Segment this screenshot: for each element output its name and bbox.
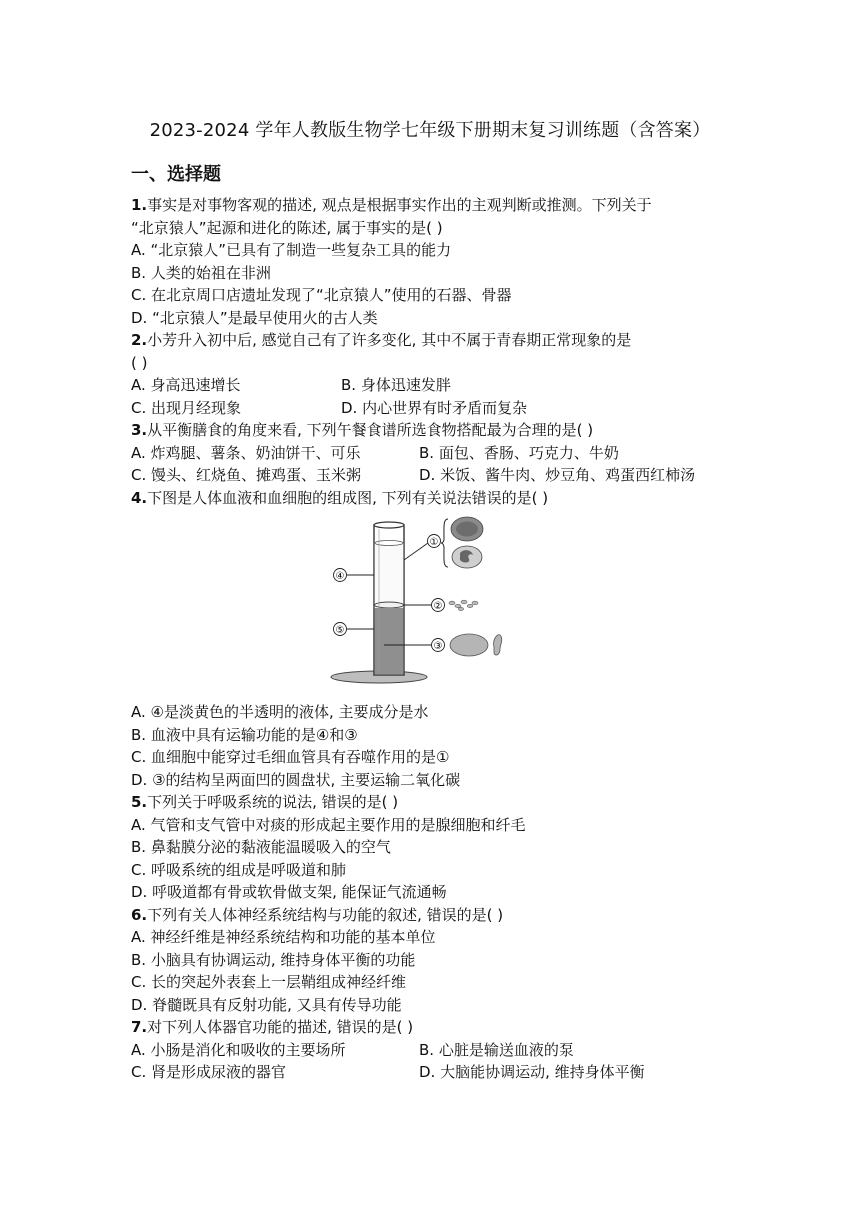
option-a: A. 小肠是消化和吸收的主要场所 <box>131 1040 346 1059</box>
question-stem-line: 从平衡膳食的角度来看, 下列午餐食谱所选食物搭配最为合理的是( ) <box>147 421 594 439</box>
option-d: D. 米饭、酱牛肉、炒豆角、鸡蛋西红柿汤 <box>419 466 696 484</box>
option-a: A. 神经纤维是神经系统结构和功能的基本单位 <box>131 928 436 946</box>
question-stem-line: 对下列人体器官功能的描述, 错误的是( ) <box>147 1018 414 1036</box>
option-c: C. 血细胞中能穿过毛细血管具有吞噬作用的是① <box>131 748 450 766</box>
option-d: D. 内心世界有时矛盾而复杂 <box>341 398 528 417</box>
option-c: C. 馒头、红烧鱼、摊鸡蛋、玉米粥 <box>131 466 362 484</box>
option-b: B. 小脑具有协调运动, 维持身体平衡的功能 <box>131 950 416 969</box>
option-c: C. 长的突起外表套上一层鞘组成神经纤维 <box>131 973 407 991</box>
option-d: D. 大脑能协调运动, 维持身体平衡 <box>419 1063 645 1081</box>
question-1 <box>131 194 736 329</box>
label-3: ③ <box>433 641 443 652</box>
question-number: 2. <box>131 331 148 349</box>
question-number: 4. <box>131 488 148 507</box>
option-a: A. 气管和支气管中对痰的形成起主要作用的是腺细胞和纤毛 <box>131 815 526 834</box>
question-4 <box>131 487 736 792</box>
question-number: 3. <box>131 421 148 439</box>
label-4: ④ <box>335 571 345 582</box>
label-2: ② <box>433 601 443 612</box>
question-stem-line: ( ) <box>131 353 148 372</box>
option-a: A. 身高迅速增长 <box>131 376 241 394</box>
option-d: D. “北京猿人”是最早使用火的古人类 <box>131 308 378 327</box>
question-7 <box>131 1016 736 1084</box>
option-b: B. 面包、香肠、巧克力、牛奶 <box>419 443 619 462</box>
red-blood-cell-side <box>494 635 502 655</box>
option-c: C. 出现月经现象 <box>131 398 242 417</box>
blood-tube-diagram <box>324 515 514 693</box>
option-b: B. 身体迅速发胖 <box>341 376 451 394</box>
option-d: D. 呼吸道都有骨或软骨做支架, 能保证气流通畅 <box>131 883 447 901</box>
question-stem-line: 下图是人体血液和血细胞的组成图, 下列有关说法错误的是( ) <box>147 488 549 507</box>
option-d: D. 脊髓既具有反射功能, 又具有传导功能 <box>131 995 402 1014</box>
label-1: ① <box>429 537 439 548</box>
option-b: B. 人类的始祖在非洲 <box>131 263 271 282</box>
question-stem-line: 小芳升入初中后, 感觉自己有了许多变化, 其中不属于青春期正常现象的是 <box>147 331 632 349</box>
option-a: A. “北京猿人”已具有了制造一些复杂工具的能力 <box>131 241 452 259</box>
option-b: B. 心脏是输送血液的泵 <box>419 1040 574 1059</box>
platelets <box>449 600 478 610</box>
option-c: C. 肾是形成尿液的器官 <box>131 1063 287 1081</box>
question-list <box>131 194 736 1084</box>
label-5: ⑤ <box>335 625 345 636</box>
option-c: C. 在北京周口店遗址发现了“北京猿人”使用的石器、骨器 <box>131 286 512 304</box>
option-b: B. 鼻黏膜分泌的黏液能温暖吸入的空气 <box>131 838 391 856</box>
option-b: B. 血液中具有运输功能的是④和③ <box>131 725 358 744</box>
option-d: D. ③的结构呈两面凹的圆盘状, 主要运输二氧化碳 <box>131 770 461 789</box>
question-5 <box>131 791 736 904</box>
document-title: 2023-2024 学年人教版生物学七年级下册期末复习训练题（含答案） <box>149 120 711 141</box>
question-number: 5. <box>131 793 148 811</box>
question-number: 6. <box>131 905 148 924</box>
question-6 <box>131 904 736 1017</box>
option-a: A. ④是淡黄色的半透明的液体, 主要成分是水 <box>131 703 429 721</box>
question-stem-line: “北京猿人”起源和进化的陈述, 属于事实的是( ) <box>131 218 443 237</box>
question-3 <box>131 419 736 487</box>
red-blood-cell-face <box>450 634 488 656</box>
option-a: A. 炸鸡腿、薯条、奶油饼干、可乐 <box>131 443 361 462</box>
question-number: 1. <box>131 196 148 214</box>
blood-composition-figure <box>131 515 736 695</box>
question-2 <box>131 329 736 419</box>
question-stem-line: 下列关于呼吸系统的说法, 错误的是( ) <box>147 793 399 811</box>
question-stem-line: 事实是对事物客观的描述, 观点是根据事实作出的主观判断或推测。下列关于 <box>147 196 652 214</box>
section-heading: 一、选择题 <box>131 164 221 185</box>
option-c: C. 呼吸系统的组成是呼吸道和肺 <box>131 860 347 879</box>
question-stem-line: 下列有关人体神经系统结构与功能的叙述, 错误的是( ) <box>147 905 504 924</box>
question-number: 7. <box>131 1018 148 1036</box>
